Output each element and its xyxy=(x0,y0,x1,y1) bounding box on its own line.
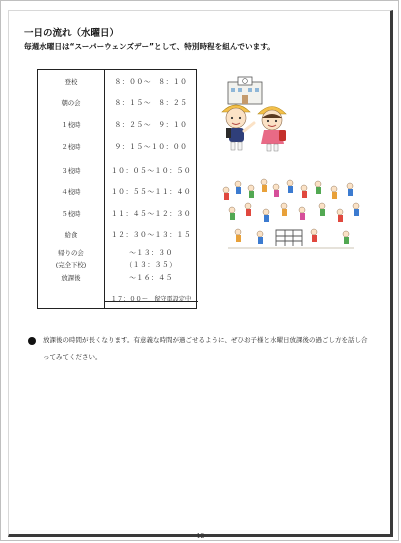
page-subtitle: 毎週水曜日は“スーパーウェンズデー”として、特別時程を組んでいます。 xyxy=(24,42,275,51)
period-time: １１：４５～１２：３０ xyxy=(110,210,192,218)
schedule-footnote: １７：００～ 留守電設定中 xyxy=(110,296,192,303)
schedule-table xyxy=(37,69,197,309)
schedule-row xyxy=(38,230,196,242)
page-title: 一日の流れ（水曜日） xyxy=(24,28,120,39)
schedule-row xyxy=(38,120,196,132)
period-time: ～１３：３０ xyxy=(129,249,173,257)
period-label: 朝の会 xyxy=(61,99,81,107)
period-label: 放課後 xyxy=(61,274,81,282)
schedule-row xyxy=(38,98,196,110)
boy-student-icon xyxy=(222,105,254,150)
period-time: １２：３０～１３：１５ xyxy=(110,231,192,239)
bullet-icon xyxy=(28,337,36,345)
playground-illustration xyxy=(218,176,364,252)
schedule-row xyxy=(38,260,196,272)
period-time: ８：２５～ ９：１０ xyxy=(114,121,188,129)
period-time: １０：０５～１０：５０ xyxy=(110,167,192,175)
period-label: ２校時 xyxy=(61,143,81,151)
schedule-row xyxy=(38,273,196,285)
climbing-bars-icon xyxy=(276,230,302,246)
schedule-row xyxy=(38,77,196,89)
girl-student-icon xyxy=(258,107,286,152)
schedule-row xyxy=(38,166,196,178)
schedule-row xyxy=(38,187,196,199)
period-time: ～１６：４５ xyxy=(129,274,173,282)
schedule-row xyxy=(38,142,196,154)
period-label: ３校時 xyxy=(61,167,81,175)
page-number: 12 xyxy=(196,533,205,540)
schedule-row xyxy=(38,248,196,260)
period-label: 帰りの会 xyxy=(58,249,84,257)
period-time: ９：１５～１０：００ xyxy=(114,143,188,151)
note-text: 放課後の時間が長くなります。有意義な時間が過ごせるように、ぜひお子様と水曜日放課後の過ごし方を話し合ってみてください。 xyxy=(43,336,368,361)
period-time: （１３：３５） xyxy=(125,261,177,269)
children-playing-icon xyxy=(223,179,359,244)
period-time: ８：１５～ ８：２５ xyxy=(114,99,188,107)
period-label: 給食 xyxy=(64,231,78,239)
period-label: (完全下校) xyxy=(55,261,87,269)
period-label: １校時 xyxy=(61,121,81,129)
schedule-row xyxy=(38,209,196,221)
period-label: ５校時 xyxy=(61,210,81,218)
period-label: ４校時 xyxy=(61,188,81,196)
school-children-illustration xyxy=(214,76,310,152)
period-time: １０：５５～１１：４０ xyxy=(110,188,192,196)
school-building-icon xyxy=(228,77,262,104)
period-label: 登校 xyxy=(64,78,78,86)
period-time: ８：００～ ８：１０ xyxy=(114,78,188,86)
